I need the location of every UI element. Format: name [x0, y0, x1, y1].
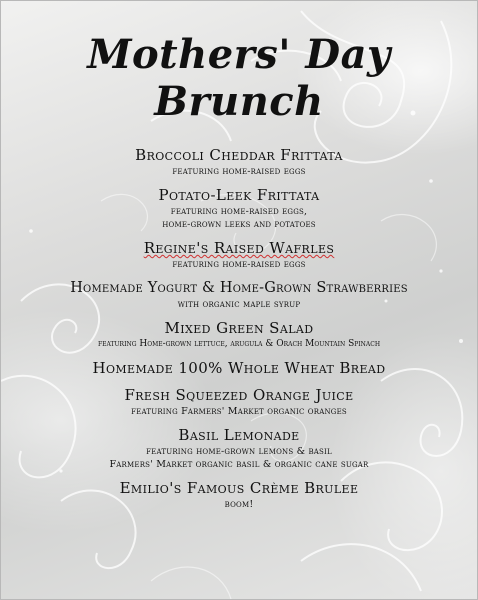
- menu-item-description: home-grown leeks and potatoes: [162, 219, 316, 230]
- menu-list: [1, 145, 477, 511]
- menu-item-name: Basil Lemonade: [178, 426, 300, 444]
- menu-item-description: with organic maple syrup: [177, 299, 301, 310]
- menu-item: [1, 385, 477, 418]
- menu-item-description: Farmers' Market organic basil & organic cane sugar: [109, 459, 369, 470]
- menu-item: [1, 145, 477, 178]
- page-title: Mothers' Day Brunch: [87, 31, 391, 125]
- menu-item: [1, 425, 477, 471]
- menu-item-description: featuring Home-grown lettuce, arugula & Orach Mountain Spinach: [97, 339, 381, 349]
- menu-item: [1, 318, 477, 351]
- menu-item: [1, 185, 477, 231]
- menu-item-name: Potato-Leek Frittata: [158, 186, 320, 204]
- misspelled-text: Regine's Raised Wafrles: [143, 239, 335, 257]
- menu-item-description: featuring home-raised eggs: [172, 166, 306, 177]
- menu-item-description: featuring home-grown lemons & basil: [146, 446, 332, 457]
- menu-item-name: Mixed Green Salad: [164, 319, 314, 337]
- menu-item-name: Broccoli Cheddar Frittata: [135, 146, 343, 164]
- menu-item-name: Emilio's Famous Crème Brulee: [119, 479, 359, 497]
- menu-item-name: Homemade 100% Whole Wheat Bread: [92, 359, 386, 377]
- menu-item-description: featuring home-raised eggs,: [170, 206, 308, 217]
- menu-item: [1, 478, 477, 511]
- menu-item-description: boom!: [224, 499, 254, 510]
- menu-item-name: Homemade Yogurt & Home-Grown Strawberries: [70, 280, 408, 296]
- menu-item: [1, 278, 477, 311]
- menu-item-description: featuring home-raised eggs: [172, 259, 306, 270]
- menu-item-name: [1, 238, 477, 258]
- menu-item: [1, 358, 477, 378]
- menu-item-name: Fresh Squeezed Orange Juice: [124, 386, 354, 404]
- menu-item: [1, 238, 477, 271]
- menu-item-description: featuring Farmers' Market organic oranges: [131, 406, 347, 417]
